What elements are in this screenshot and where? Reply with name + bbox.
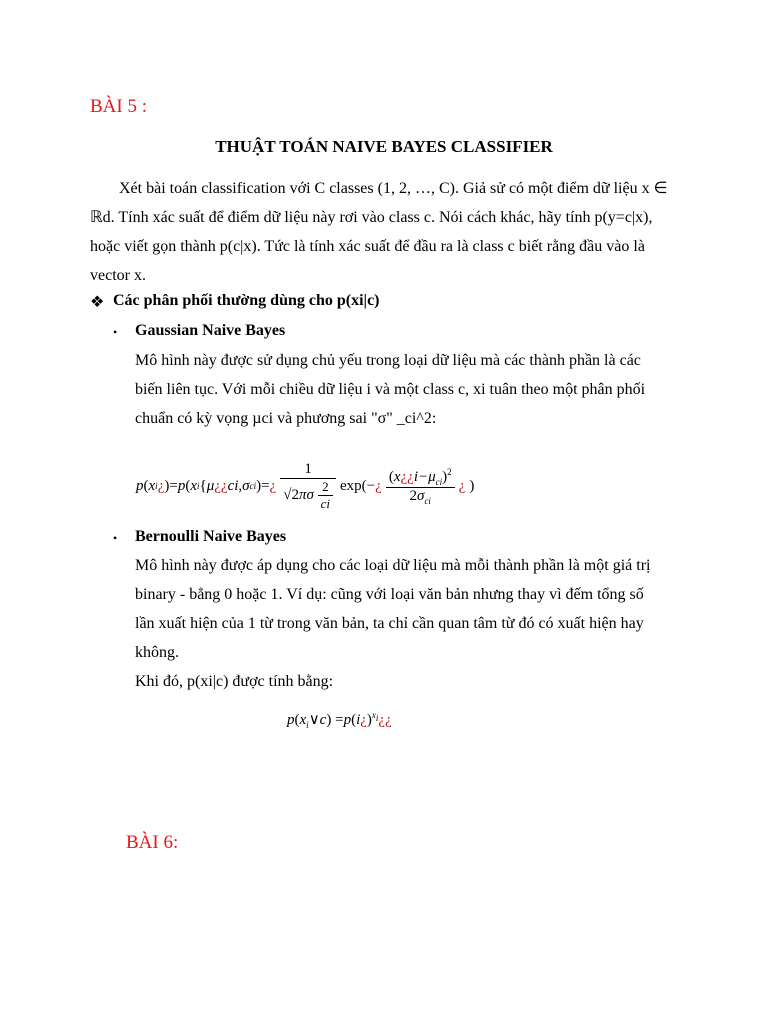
bernoulli-line: Mô hình này được áp dụng cho các loại dữ liệu mà mỗi thành phần là một giá trị bbox=[135, 557, 651, 574]
exponent-fraction: $\frac{(x¿¿i-\mu_{ci})^2}{2\sigma_{ci}}$ bbox=[386, 467, 455, 506]
intro-line: hoặc viết gọn thành p(c|x). Tức là tính xác suất để đầu ra là class c biết rằng đầu vào là bbox=[90, 238, 645, 255]
gaussian-line: biến liên tục. Với mỗi chiều dữ liệu i và một class c, xi tuân theo một phân phối bbox=[135, 381, 646, 398]
bernoulli-line: lần xuất hiện của 1 từ trong văn bản, ta chỉ cần quan tâm từ đó có xuất hiện hay bbox=[135, 615, 644, 632]
bernoulli-line: Khi đó, p(xi|c) được tính bằng: bbox=[135, 673, 334, 690]
intro-line: ℝd. Tính xác suất để điểm dữ liệu này rơi vào class c. Nói cách khác, hãy tính p(y=c|x), bbox=[90, 209, 653, 226]
gaussian-title: Gaussian Naive Bayes bbox=[135, 322, 286, 339]
bernoulli-line: không. bbox=[135, 644, 179, 661]
bernoulli-title: Bernoulli Naive Bayes bbox=[135, 528, 287, 545]
bullet-dot-icon: • bbox=[113, 531, 118, 545]
distributions-heading: Các phân phối thường dùng cho p(xi|c) bbox=[113, 292, 380, 309]
intro-line: vector x. bbox=[90, 267, 146, 284]
bernoulli-line: binary - bẳng 0 hoặc 1. Ví dụ: cũng với loại văn bản nhưng thay vì đếm tổng số bbox=[135, 586, 644, 603]
gaussian-line: Mô hình này được sử dụng chủ yếu trong loại dữ liệu mà các thành phần là các bbox=[135, 352, 641, 369]
bullet-dot-icon: • bbox=[113, 325, 118, 339]
bernoulli-formula: $p(x_i\vee c)$ =p(i¿)$^{x_i}$¿¿ bbox=[287, 710, 392, 730]
bai5-heading: BÀI 5 : bbox=[90, 96, 147, 117]
gaussian-formula: p ( x i ¿ ) = p ( x i { μ ¿ ¿ ci , σ ci ) = ¿ 1 √2πσ $\frac{2}{ci}$ exp(− ¿ $\frac{(x¿¿i-\mu_{ci})^2}{2\sigma_{ci}}$ ¿ ) bbox=[136, 460, 475, 511]
document-title: THUẬT TOÁN NAIVE BAYES CLASSIFIER bbox=[215, 137, 553, 156]
normalizer-fraction: 1 √2πσ $\frac{2}{ci}$ bbox=[280, 461, 336, 512]
diamond-bullet-icon: ❖ bbox=[90, 294, 105, 311]
bai6-heading: BÀI 6: bbox=[126, 832, 179, 853]
gaussian-line: chuẩn có kỳ vọng µci và phương sai "σ" _ci^2: bbox=[135, 410, 437, 427]
intro-line: Xét bài toán classification với C classes (1, 2, …, C). Giả sử có một điểm dữ liệu x ∈ bbox=[119, 180, 668, 197]
